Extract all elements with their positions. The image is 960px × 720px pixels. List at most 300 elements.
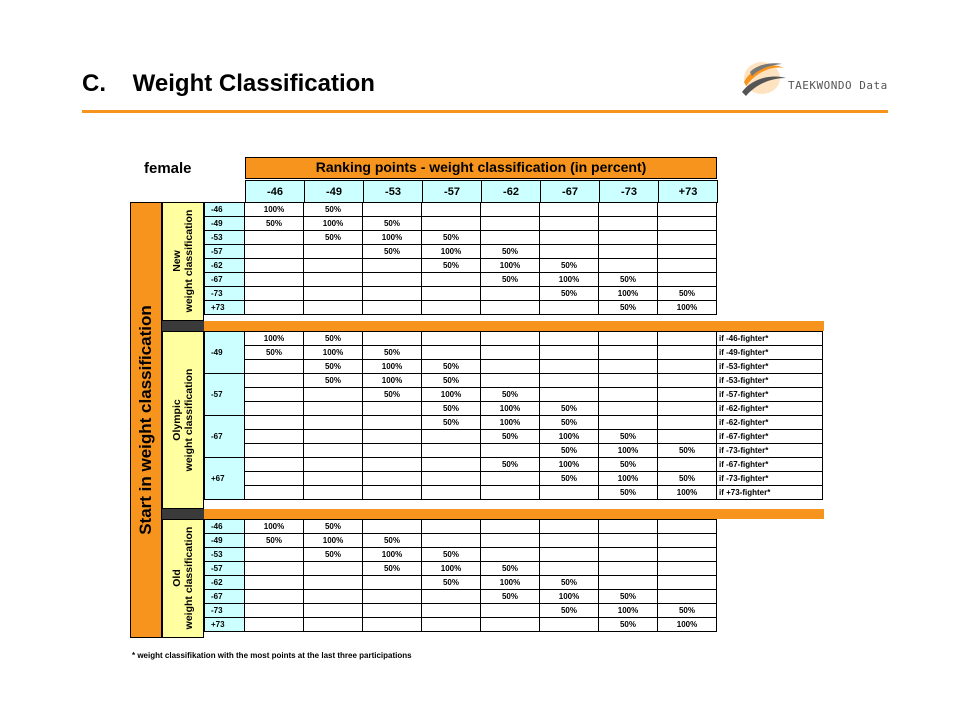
table-cell: [481, 486, 540, 500]
table-cell: [658, 273, 717, 287]
table-cell: 50%: [245, 346, 304, 360]
old-classification-table: [204, 519, 717, 632]
table-cell: [245, 360, 304, 374]
table-cell: 50%: [658, 472, 717, 486]
row-note: if -62-fighter*: [717, 416, 823, 430]
table-cell: 100%: [422, 388, 481, 402]
table-cell: [304, 388, 363, 402]
table-cell: [599, 402, 658, 416]
table-cell: 100%: [658, 486, 717, 500]
table-cell: [363, 416, 422, 430]
table-cell: 50%: [304, 332, 363, 346]
table-cell: [245, 604, 304, 618]
table-cell: [599, 259, 658, 273]
row-label: -53: [205, 231, 245, 245]
table-cell: 50%: [599, 486, 658, 500]
table-cell: [658, 562, 717, 576]
table-cell: [422, 203, 481, 217]
separator-new-olympic: [162, 321, 824, 331]
table-cell: [363, 203, 422, 217]
table-cell: [658, 374, 717, 388]
table-cell: 50%: [658, 604, 717, 618]
table-row: [205, 430, 823, 444]
column-header-4: -62: [482, 181, 541, 203]
table-cell: 50%: [481, 590, 540, 604]
row-label: -49: [205, 534, 245, 548]
table-cell: 100%: [599, 604, 658, 618]
logo-text: TAEKWONDO Data: [788, 79, 888, 92]
table-cell: [245, 472, 304, 486]
column-header-2: -53: [364, 181, 423, 203]
table-cell: [540, 486, 599, 500]
table-cell: [422, 590, 481, 604]
table-cell: [304, 245, 363, 259]
table-cell: [245, 548, 304, 562]
table-cell: [363, 430, 422, 444]
table-cell: [599, 332, 658, 346]
table-cell: [540, 562, 599, 576]
olympic-section-label: [171, 369, 195, 472]
table-cell: [658, 548, 717, 562]
table-cell: 100%: [599, 472, 658, 486]
table-cell: [540, 217, 599, 231]
table-cell: 100%: [363, 374, 422, 388]
table-cell: 100%: [658, 301, 717, 315]
table-row: [205, 301, 717, 315]
table-cell: [245, 374, 304, 388]
table-cell: [422, 217, 481, 231]
table-cell: 50%: [422, 548, 481, 562]
table-cell: 100%: [481, 259, 540, 273]
table-cell: [481, 604, 540, 618]
table-caption: female: [144, 160, 192, 177]
taekwondo-data-logo: [738, 56, 888, 104]
table-cell: [422, 332, 481, 346]
table-cell: 50%: [481, 273, 540, 287]
table-row: [205, 259, 717, 273]
table-cell: 50%: [363, 217, 422, 231]
table-row: [205, 360, 823, 374]
table-cell: [658, 576, 717, 590]
row-note: if -46-fighter*: [717, 332, 823, 346]
table-cell: [540, 388, 599, 402]
table-cell: [245, 430, 304, 444]
table-cell: [599, 534, 658, 548]
table-cell: [599, 388, 658, 402]
table-cell: 100%: [245, 520, 304, 534]
table-row: [205, 604, 717, 618]
table-cell: [363, 576, 422, 590]
table-cell: [658, 245, 717, 259]
column-header-5: -67: [541, 181, 600, 203]
column-headers: [245, 180, 718, 203]
row-label: -67: [205, 590, 245, 604]
table-cell: [481, 346, 540, 360]
table-cell: [540, 203, 599, 217]
table-row: [205, 444, 823, 458]
table-cell: [658, 231, 717, 245]
row-label: -49: [205, 217, 245, 231]
table-cell: [422, 273, 481, 287]
table-cell: 100%: [540, 590, 599, 604]
table-cell: 100%: [481, 416, 540, 430]
table-cell: [481, 287, 540, 301]
table-cell: [245, 388, 304, 402]
table-cell: 100%: [481, 402, 540, 416]
table-cell: [599, 346, 658, 360]
table-cell: [599, 576, 658, 590]
footnote: * weight classifikation with the most points at the last three participations: [132, 651, 412, 660]
table-cell: [422, 618, 481, 632]
table-cell: 50%: [422, 576, 481, 590]
table-cell: [245, 618, 304, 632]
table-cell: [599, 416, 658, 430]
table-cell: 50%: [245, 217, 304, 231]
table-row: [205, 576, 717, 590]
table-cell: [599, 520, 658, 534]
table-cell: 50%: [422, 231, 481, 245]
row-note: if -53-fighter*: [717, 360, 823, 374]
table-cell: 50%: [658, 444, 717, 458]
table-cell: [599, 217, 658, 231]
table-cell: [599, 203, 658, 217]
row-label: -67: [205, 273, 245, 287]
table-row: [205, 458, 823, 472]
table-cell: 100%: [363, 231, 422, 245]
table-cell: 100%: [304, 217, 363, 231]
table-cell: [304, 259, 363, 273]
table-cell: [422, 444, 481, 458]
table-row: [205, 548, 717, 562]
table-row: [205, 472, 823, 486]
table-cell: [304, 618, 363, 632]
table-cell: [245, 416, 304, 430]
table-cell: 50%: [245, 534, 304, 548]
table-cell: [304, 458, 363, 472]
table-cell: 50%: [304, 548, 363, 562]
table-cell: [481, 472, 540, 486]
table-cell: 50%: [599, 590, 658, 604]
row-label: -57: [205, 562, 245, 576]
table-cell: [540, 548, 599, 562]
table-row: [205, 534, 717, 548]
table-cell: [481, 332, 540, 346]
table-cell: [245, 458, 304, 472]
ranking-header: Ranking points - weight classification (in percent): [315, 159, 647, 175]
row-label: +73: [205, 618, 245, 632]
table-cell: [422, 486, 481, 500]
table-cell: 100%: [304, 534, 363, 548]
table-row: [205, 486, 823, 500]
table-cell: 50%: [422, 374, 481, 388]
row-note: if -67-fighter*: [717, 430, 823, 444]
row-label: -46: [205, 203, 245, 217]
table-cell: [363, 472, 422, 486]
table-cell: 100%: [245, 203, 304, 217]
table-row: [205, 245, 717, 259]
table-row: [205, 562, 717, 576]
table-cell: 100%: [481, 576, 540, 590]
table-cell: [363, 458, 422, 472]
table-cell: [422, 472, 481, 486]
table-cell: [363, 301, 422, 315]
table-cell: [658, 430, 717, 444]
row-label: -67: [205, 416, 245, 458]
table-cell: 100%: [540, 458, 599, 472]
table-cell: [481, 444, 540, 458]
row-note: if -53-fighter*: [717, 374, 823, 388]
row-label: -57: [205, 374, 245, 416]
table-cell: 50%: [481, 458, 540, 472]
table-row: [205, 203, 717, 217]
row-note: if -49-fighter*: [717, 346, 823, 360]
table-cell: [481, 203, 540, 217]
olympic-section-label-line2: weight classification: [183, 368, 195, 472]
table-cell: [363, 618, 422, 632]
table-cell: 50%: [540, 287, 599, 301]
table-row: [205, 287, 717, 301]
table-cell: 50%: [481, 245, 540, 259]
row-label: -57: [205, 245, 245, 259]
table-cell: [245, 562, 304, 576]
table-cell: [481, 360, 540, 374]
table-cell: [245, 231, 304, 245]
table-cell: [422, 458, 481, 472]
table-cell: [245, 444, 304, 458]
table-cell: [363, 402, 422, 416]
row-note: if -62-fighter*: [717, 402, 823, 416]
table-row: [205, 416, 823, 430]
table-cell: 50%: [599, 301, 658, 315]
table-cell: [304, 562, 363, 576]
table-cell: 50%: [363, 562, 422, 576]
table-cell: 50%: [422, 402, 481, 416]
table-cell: [245, 245, 304, 259]
row-label: +73: [205, 301, 245, 315]
row-label: -53: [205, 548, 245, 562]
row-note: if +73-fighter*: [717, 486, 823, 500]
table-cell: [422, 301, 481, 315]
table-cell: [481, 534, 540, 548]
table-cell: [245, 402, 304, 416]
table-cell: [304, 287, 363, 301]
table-cell: [363, 273, 422, 287]
table-cell: 100%: [658, 618, 717, 632]
table-cell: 50%: [363, 245, 422, 259]
table-row: [205, 273, 717, 287]
table-cell: [481, 520, 540, 534]
table-cell: [363, 259, 422, 273]
table-row: [205, 402, 823, 416]
table-cell: 50%: [363, 388, 422, 402]
title-underline: [82, 110, 888, 113]
table-row: [205, 374, 823, 388]
olympic-section-label-line1: Olympic: [171, 399, 183, 441]
table-cell: 50%: [304, 203, 363, 217]
table-cell: [481, 217, 540, 231]
table-row: [205, 231, 717, 245]
table-cell: [599, 374, 658, 388]
column-header-0: -46: [246, 181, 305, 203]
table-row: [205, 217, 717, 231]
table-cell: 100%: [540, 430, 599, 444]
table-cell: [658, 346, 717, 360]
row-label: -62: [205, 259, 245, 273]
table-cell: [245, 273, 304, 287]
table-cell: [540, 520, 599, 534]
table-cell: 100%: [245, 332, 304, 346]
table-cell: 100%: [363, 548, 422, 562]
old-section-label: [171, 527, 195, 630]
table-cell: [658, 203, 717, 217]
table-cell: [540, 231, 599, 245]
table-cell: 50%: [540, 416, 599, 430]
new-section-label: [171, 210, 195, 313]
old-section-label-line1: Old: [171, 569, 183, 587]
table-cell: [422, 287, 481, 301]
column-header-3: -57: [423, 181, 482, 203]
old-section-label-line2: weight classification: [183, 526, 195, 630]
table-cell: [481, 374, 540, 388]
table-cell: [481, 301, 540, 315]
table-cell: 50%: [422, 416, 481, 430]
table-row: [205, 388, 823, 402]
row-label: -46: [205, 520, 245, 534]
table-cell: [245, 301, 304, 315]
table-cell: [540, 534, 599, 548]
table-cell: [658, 590, 717, 604]
table-cell: 50%: [481, 562, 540, 576]
table-cell: [363, 590, 422, 604]
table-cell: [245, 287, 304, 301]
table-cell: 50%: [363, 346, 422, 360]
new-section-label-line2: weight classification: [183, 209, 195, 313]
table-cell: [304, 472, 363, 486]
table-cell: [599, 360, 658, 374]
row-note: if -67-fighter*: [717, 458, 823, 472]
table-cell: [658, 534, 717, 548]
table-row: [205, 618, 717, 632]
table-cell: [658, 458, 717, 472]
table-cell: 50%: [599, 458, 658, 472]
table-cell: [599, 231, 658, 245]
page-title: C. Weight Classification: [82, 70, 375, 97]
column-header-6: -73: [600, 181, 659, 203]
table-cell: [422, 520, 481, 534]
separator-new-olympic-dark: [162, 321, 204, 331]
table-cell: [658, 388, 717, 402]
table-cell: [658, 360, 717, 374]
table-row: [205, 346, 823, 360]
table-cell: [481, 618, 540, 632]
table-cell: [599, 562, 658, 576]
table-cell: [540, 360, 599, 374]
row-label: -73: [205, 287, 245, 301]
table-cell: [304, 430, 363, 444]
table-cell: [304, 444, 363, 458]
table-cell: [245, 486, 304, 500]
table-cell: 50%: [304, 520, 363, 534]
table-cell: [540, 245, 599, 259]
table-cell: 100%: [422, 245, 481, 259]
olympic-classification-table: [204, 331, 823, 500]
table-cell: [481, 231, 540, 245]
table-cell: [658, 332, 717, 346]
table-cell: [304, 273, 363, 287]
table-cell: [599, 245, 658, 259]
table-cell: [304, 590, 363, 604]
start-classification-label: Start in weight classification: [136, 305, 155, 535]
table-cell: 100%: [363, 360, 422, 374]
table-cell: [245, 590, 304, 604]
table-cell: 100%: [599, 287, 658, 301]
table-cell: 50%: [540, 444, 599, 458]
table-cell: [540, 332, 599, 346]
table-cell: 50%: [422, 360, 481, 374]
table-cell: [658, 416, 717, 430]
table-cell: [363, 604, 422, 618]
table-cell: 50%: [540, 576, 599, 590]
row-label: -49: [205, 332, 245, 374]
table-cell: [304, 301, 363, 315]
table-cell: [304, 402, 363, 416]
table-cell: 50%: [304, 231, 363, 245]
row-note: if -73-fighter*: [717, 472, 823, 486]
table-cell: 50%: [540, 472, 599, 486]
table-row: [205, 520, 717, 534]
table-cell: [422, 604, 481, 618]
table-cell: [540, 346, 599, 360]
separator-olympic-old-dark: [162, 509, 204, 519]
table-cell: [363, 486, 422, 500]
table-cell: [363, 520, 422, 534]
table-cell: [658, 520, 717, 534]
table-cell: [304, 416, 363, 430]
table-cell: [422, 430, 481, 444]
table-cell: [422, 346, 481, 360]
table-cell: 50%: [363, 534, 422, 548]
table-cell: 100%: [304, 346, 363, 360]
table-cell: [481, 548, 540, 562]
row-label: -62: [205, 576, 245, 590]
table-cell: [540, 301, 599, 315]
logo-swoosh-icon: [738, 56, 790, 104]
table-cell: 50%: [422, 259, 481, 273]
table-cell: [304, 576, 363, 590]
new-classification-table: [204, 202, 717, 315]
table-cell: 50%: [658, 287, 717, 301]
row-note: if -73-fighter*: [717, 444, 823, 458]
table-cell: [304, 486, 363, 500]
row-label: +67: [205, 458, 245, 500]
table-row: [205, 590, 717, 604]
table-cell: 50%: [599, 430, 658, 444]
table-cell: [599, 548, 658, 562]
table-cell: [304, 604, 363, 618]
new-section-label-line1: New: [171, 250, 183, 272]
row-label: -73: [205, 604, 245, 618]
row-note: if -57-fighter*: [717, 388, 823, 402]
table-cell: 50%: [540, 259, 599, 273]
table-cell: 50%: [481, 388, 540, 402]
table-cell: 50%: [304, 360, 363, 374]
column-header-1: -49: [305, 181, 364, 203]
table-cell: 50%: [540, 604, 599, 618]
table-cell: [540, 618, 599, 632]
table-cell: [658, 217, 717, 231]
table-cell: [540, 374, 599, 388]
table-cell: 50%: [599, 618, 658, 632]
